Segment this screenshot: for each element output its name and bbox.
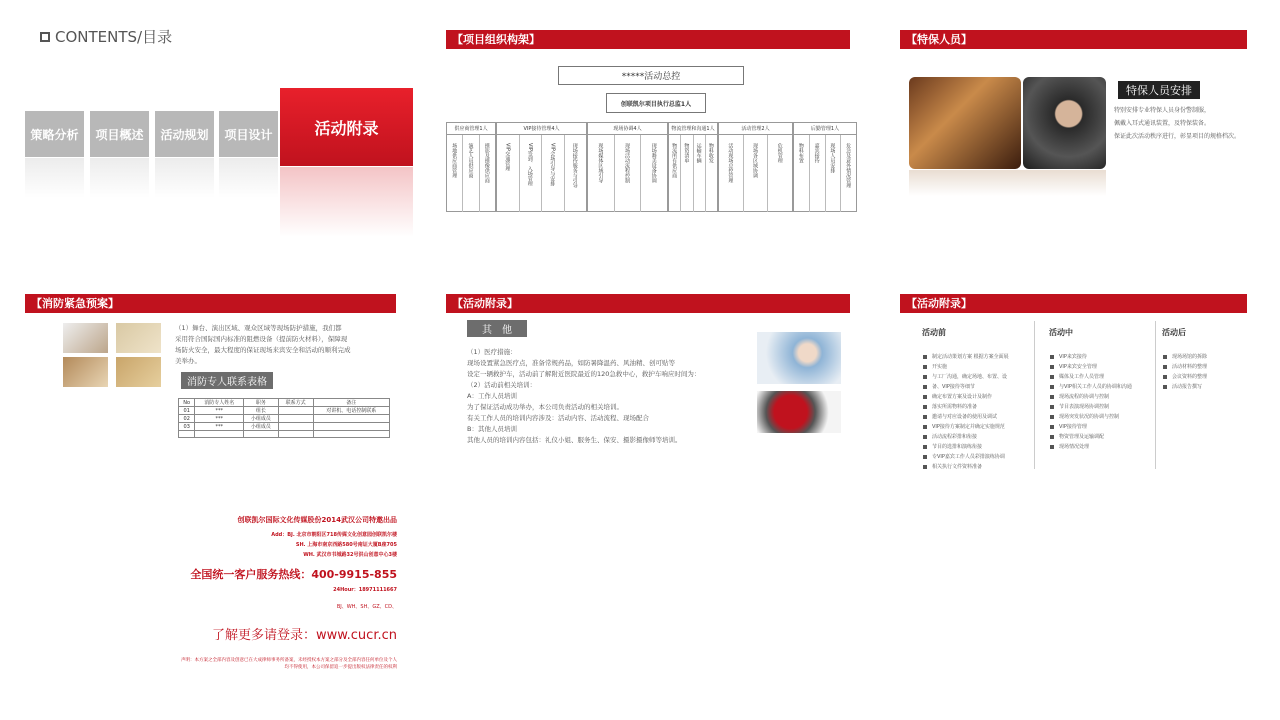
org-item: 物流所有供应商 [669,135,681,212]
list-item: 制定活动策划方案 根据方案全面展 [922,352,1009,362]
slide-header: 【活动附录】 [900,294,1247,313]
org-group-4 [718,122,793,212]
text-line: 特别安排专业特保人员身份警制服， [1114,107,1211,114]
org-item: VIP会场引导与安排 [542,135,565,212]
table-header-row [179,399,390,407]
reflection [25,158,84,198]
org-item: 嘉宾接待 [810,135,826,212]
text-line: 设定一辆救护车，活动前了解附近医院最近的120急救中心，救护车响应时间为： [467,370,701,378]
other-text [467,347,747,446]
list-item: 物资管理及运输调配 [1049,432,1132,442]
org-item: 物料收发 [707,143,714,163]
security-subtitle: 特保人员安排 [1118,81,1200,99]
list-item: 专VIP嘉宾工作人员彩排演练协调 [922,452,1009,462]
tab-strategy[interactable]: 策略分析 [25,111,84,157]
org-group-1 [496,122,587,212]
table-row-empty [179,431,390,438]
list-item: 邀请与对应设备的使用及调试 [922,412,1009,422]
other-tag: 其 他 [467,320,527,337]
table-cell [313,431,389,438]
org-group-items [794,135,856,212]
column-divider [1155,321,1156,469]
table-cell [313,415,389,423]
table-cell: 01 [179,407,195,415]
text-line: 采用符合国际国内标准的阻燃设备（提前防火材料），保障现 [175,335,348,343]
phase-title: 活动中 [1049,328,1073,337]
text-line: （1）舞台、演出区域、观众区域等现场防护措施，我们都 [175,324,342,332]
org-group-0 [446,122,496,212]
org-group-3 [668,122,718,212]
tab-appendix-active[interactable]: 活动附录 [280,88,413,166]
org-group-items [447,135,495,212]
table-cell [179,431,195,438]
table-header-cell: No [179,399,195,407]
org-group-title: 后勤管理1人 [794,123,856,135]
list-item: 现场突发状况的协调与控制 [1049,412,1132,422]
list-item: 节目的选排和演练衔接 [922,442,1009,452]
list-item: 活动流程彩排和衔接 [922,432,1009,442]
org-group-items [719,135,792,212]
org-group-2 [587,122,668,212]
org-item: 现场舞美设备协调 [650,143,657,183]
reflection [280,167,413,237]
list-item: 现场流程的协调与控制 [1049,392,1132,402]
table-cell: 组长 [244,407,279,415]
org-group-title: VIP接待管理4人 [497,123,586,135]
reflection [90,158,149,198]
org-group-title: 现场协调4人 [588,123,667,135]
first-aid-kit-photo [757,391,841,433]
org-item: 活动现场总控管理 [719,135,744,212]
org-group-items [497,135,586,212]
slide-contents [25,20,425,270]
org-item: 现场人员安排 [826,135,842,212]
text-line: 有关工作人员的培训内容涉及：活动内容、活动流程、现场配合 [467,414,649,422]
bodyguard-photo [1023,77,1106,169]
list-item: VIP接待管理 [1049,422,1132,432]
phase-list [1162,352,1207,392]
table-cell: 小组成员 [244,415,279,423]
slide-header: 【消防紧急预案】 [25,294,396,313]
company-name: 创联凯尔国际文化传媒股份2014武汉公司特邀出品 [237,516,397,524]
table-cell [278,407,313,415]
contents-title [40,26,172,47]
medical-photo [757,332,841,384]
list-item: 现场情况处理 [1049,442,1132,452]
phase-list [1049,352,1132,452]
slide-header: 【项目组织构架】 [446,30,850,49]
list-item: 开实施 [922,362,1009,372]
list-item: 确定布置方案及设计及制作 [922,392,1009,402]
list-item: VIP来宾安全管理 [1049,362,1132,372]
text-line: 场防火安全，最大程度的保证现场来宾安全和活动的顺利完成 [175,346,351,354]
phase-list [922,352,1009,472]
table-header-cell: 备注 [313,399,389,407]
tab-design[interactable]: 项目设计 [219,111,278,157]
list-item: VIP接待方案制定并确定实施规范 [922,422,1009,432]
security-text [1114,104,1254,143]
org-item: 现场活动流程控制 [615,135,642,212]
org-second-box: 创联凯尔项目执行总监1人 [606,93,706,113]
org-item: 物料布置 [794,135,810,212]
list-item: 活动报告撰写 [1162,382,1207,392]
org-item: 物资清单 [681,135,693,212]
org-item: 运输车辆 [694,135,706,212]
list-item: 相关执行文件资料准备 [922,462,1009,472]
reflection [219,158,278,198]
table-header-cell: 联系方式 [278,399,313,407]
text-line: （2）活动前相关培训： [467,381,537,389]
table-header-cell: 职务 [244,399,279,407]
org-group-items [588,135,667,212]
org-group-5 [793,122,857,212]
table-cell [278,423,313,431]
hotline-24h: 24Hour：18971111667 [333,587,397,593]
list-item: 媒体及工作人员管理 [1049,372,1132,382]
table-cell [278,415,313,423]
list-item: 会议资料的整理 [1162,372,1207,382]
contents-label: CONTENTS/目录 [55,28,173,46]
org-group-title: 活动管理2人 [719,123,792,135]
fire-photo-4 [116,357,161,387]
org-item: VIP签到、入场管理 [520,135,543,212]
list-item: 备、VIP接待等细节 [922,382,1009,392]
org-item: 场地供应商管理 [447,135,463,212]
square-icon [40,32,50,42]
org-group-items [669,135,717,212]
table-cell: *** [195,407,244,415]
list-item: 落实所需物料的准备 [922,402,1009,412]
table-cell: *** [195,423,244,431]
org-group-title: 供应商管理1人 [447,123,495,135]
notice-line: 声明：本方案之全部内容及创意已在大成律师事务所备案，未经授权本方案之部分及全部内容任何单位及个人 [181,658,397,663]
list-item: 与工厂沟通，确定场地、布置、设 [922,372,1009,382]
list-item: 活动材料的整理 [1162,362,1207,372]
table-row [179,415,390,423]
table-cell [244,431,279,438]
table-cell: 小组成员 [244,423,279,431]
phase-column-0 [922,327,1009,472]
contact-table-button[interactable]: 消防专人联系表格 [181,372,273,389]
text-line: 保证此次活动秩序进行，彰显项目的规格档次。 [1114,133,1241,140]
phase-column-2 [1162,327,1207,392]
table-cell [195,431,244,438]
list-item: 现场场馆的拆除 [1162,352,1207,362]
table-cell: 02 [179,415,195,423]
fire-contact-table [178,398,390,438]
table-row [179,407,390,415]
text-line: 为了保证活动成功举办，本公司负责活动的相关培训。 [467,403,623,411]
text-line: A：工作人员培训 [467,392,517,400]
org-top-box: *****活动总控 [558,66,744,85]
text-line: 其他人员的培训内容包括：礼仪小姐、服务生、保安、摄影摄像师等培训。 [467,436,682,444]
phase-title: 活动前 [922,328,946,337]
address-line: Add：BJ. 北京市朝阳区718传媒文化创意园创联凯尔楼 [271,532,397,538]
table-cell [313,423,389,431]
org-item: 危机管理 [776,143,783,163]
org-item: 现场各区域协调 [744,135,769,212]
text-line: B：其他人员培训 [467,425,517,433]
phase-title: 活动后 [1162,328,1186,337]
text-line: 佩戴入耳式通讯装置，及特保装备。 [1114,120,1211,127]
org-item: 现场媒体区域引导 [588,135,615,212]
table-cell: 03 [179,423,195,431]
text-line: （1）医疗措施： [467,348,517,356]
phase-column-1 [1049,327,1132,452]
org-item: 危急及意外情况管理 [845,143,852,188]
org-item: 现场接待服务与引导 [571,143,578,188]
photo-reflection [909,170,1106,196]
address-line: SH. 上海市南京西路580号南证大厦B座705 [295,542,397,548]
slide-org-chart [446,20,861,270]
org-item: 演艺人员供应商 [463,135,479,212]
column-divider [1034,321,1035,469]
list-item: 与VIP相关工作人员的协调和沟通 [1049,382,1132,392]
fire-photo-2 [116,323,161,353]
org-group-title: 物流管理和沟通1人 [669,123,717,135]
notice-line: 均不得使用，本公司保留追一步提出版权法律责任的权利 [284,665,397,670]
text-line: 现场设置紧急医疗点，准备常规药品，如防暑降温药、风油精、创可贴等 [467,359,675,367]
hotline: 全国统一客户服务热线：400-9915-855 [190,568,397,581]
org-item: 摄影及摄像供应商 [483,143,490,183]
list-item: VIP来宾接待 [1049,352,1132,362]
cities: BJ、WH、SH、GZ、CD、 [336,604,397,610]
slide-appendix-phases [900,287,1255,487]
slide-fire-plan [25,287,425,487]
table-cell: *** [195,415,244,423]
table-row [179,423,390,431]
slide-header: 【活动附录】 [446,294,850,313]
tab-planning[interactable]: 活动规划 [155,111,214,157]
fire-photo-3 [63,357,108,387]
company-footer [25,515,397,671]
address-line: WH. 武汉市书城路32号洪山创意中心3楼 [303,552,397,558]
tab-overview[interactable]: 项目概述 [90,111,149,157]
slide-appendix-other [446,287,861,487]
table-header-cell: 消防专人姓名 [195,399,244,407]
slide-header: 【特保人员】 [900,30,1247,49]
table-cell: 对讲机、电话控制联系 [313,407,389,415]
list-item: 节目表演现场协调控制 [1049,402,1132,412]
org-item: VIP交通管理 [497,135,520,212]
text-line: 美举办。 [175,357,201,365]
reflection [155,158,214,198]
fire-photo-1 [63,323,108,353]
fire-text [175,323,415,367]
security-guards-photo [909,77,1021,169]
table-cell [278,431,313,438]
slide-security [900,20,1255,270]
website-link[interactable]: 了解更多请登录：www.cucr.cn [211,628,397,643]
